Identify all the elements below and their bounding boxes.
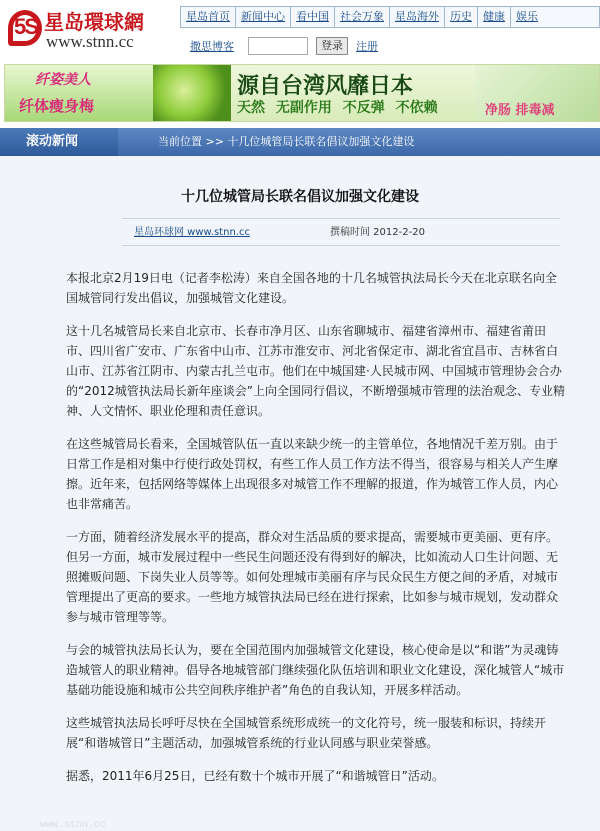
article-body	[66, 268, 566, 799]
article-paragraph: 本报北京2月19日电（记者李松涛）来自全国各地的十几名城管执法局长今天在北京联名向全国城管同行发出倡议，加强城管文化建设。	[66, 271, 557, 305]
article-time: 撰稿时间 2012-2-20	[330, 227, 425, 238]
logo-url: www.stnn.cc	[46, 32, 134, 51]
nav-item-entertainment[interactable]: 娱乐	[516, 10, 538, 23]
blog-link[interactable]: 撒思博客	[190, 40, 234, 53]
ad-slogan: 净肠 排毒减	[485, 103, 555, 118]
section-tab[interactable]: 滚动新闻	[0, 128, 118, 156]
nav-item-news[interactable]: 新闻中心	[236, 7, 291, 27]
article-paragraph: 这十几名城管局长来自北京市、长春市净月区、山东省聊城市、福建省漳州市、福建省莆田市、四川省广安市、广东省中山市、江苏市淮安市、河北省保定市、湖北省宜昌市、吉林省白山市、江苏省江阴市、内蒙古扎兰屯市。他们在中城国建·人民城市网、中国城市管理协会合办的“2012城管执法局长新年座谈会”上向全国同行倡议，不断增强城市管理的法治观念、专业精神、人文情怀、职业伦理和责任意识。	[66, 324, 565, 418]
nav-item-society[interactable]: 社会万象	[335, 7, 390, 27]
site-header	[0, 0, 600, 60]
article-paragraph: 一方面，随着经济发展水平的提高，群众对生活品质的要求提高，需要城市更美丽、更有序。但另一方面，城市发展过程中一些民生问题还没有得到好的解决，比如流动人口生计问题、无照摊贩问题、下岗失业人员等等。如何处理城市美丽有序与民众民生方便之间的矛盾，对城市管理提出了更高的要求。一些地方城管执法局已经在进行探索，比如参与城市规划，发动群众参与城市管理等等。	[66, 530, 559, 624]
article-meta	[122, 218, 560, 246]
breadcrumb: 当前位置 >> 十几位城管局长联名倡议加强文化建设	[118, 128, 600, 156]
top-navigation	[180, 6, 600, 28]
nav-item-health[interactable]: 健康	[478, 7, 511, 27]
nav-item-home[interactable]: 星岛首页	[181, 7, 236, 27]
login-button[interactable]: 登录	[316, 37, 348, 55]
article-source-link[interactable]: 星岛环球网 www.stnn.cc	[134, 227, 250, 238]
register-link[interactable]: 注册	[356, 40, 378, 53]
nav-item-history[interactable]: 历史	[445, 7, 478, 27]
article-paragraph: 据悉，2011年6月25日，已经有数十个城市开展了“和谐城管日”活动。	[66, 769, 444, 783]
article-title: 十几位城管局长联名倡议加强文化建设	[181, 189, 419, 205]
ad-brand: 纤姿美人	[35, 72, 91, 88]
nav-item-overseas[interactable]: 星岛海外	[390, 7, 445, 27]
section-bar	[0, 128, 600, 156]
ad-banner[interactable]	[4, 64, 600, 122]
article-container	[0, 156, 600, 831]
logo-text: 星岛環球網	[44, 10, 144, 34]
plum-image	[153, 65, 231, 121]
site-logo[interactable]	[6, 4, 176, 56]
login-bar	[180, 34, 600, 58]
article-paragraph: 在这些城管局长看来，全国城管队伍一直以来缺少统一的主管单位，各地情况千差万别。由于日常工作是相对集中行使行政处罚权，有些工作人员工作方法不得当，很容易与相关人产生摩擦。近年来，包括网络等媒体上出现很多对城管工作不理解的报道，作为城管工作人员，内心也非常痛苦。	[66, 437, 559, 511]
logo-mark-icon: 5S	[6, 6, 46, 50]
ad-tags: 天然 无副作用 不反弹 不依赖	[237, 100, 438, 116]
ad-headline: 源自台湾风靡日本	[237, 74, 414, 99]
article-paragraph: 与会的城管执法局长认为，要在全国范围内加强城管文化建设，核心使命是以“和谐”为灵魂铸造城管人的职业精神。倡导各地城管部门继续强化队伍培训和职业文化建设，深化城管人“城市基础功能设施和城市公共空间秩序维护者”角色的自我认知，开展多样活动。	[66, 643, 565, 697]
nav-item-china[interactable]: 看中国	[291, 7, 335, 27]
watermark: www.stnn.cc	[40, 820, 107, 831]
ad-brand-sub: 纤体瘦身梅	[19, 97, 95, 115]
article-paragraph: 这些城管执法局长呼吁尽快在全国城管系统形成统一的文化符号，统一服装和标识，持续开展“和谐城管日”主题活动，加强城管系统的行业认同感与职业荣誉感。	[66, 716, 547, 750]
login-input[interactable]	[248, 37, 308, 55]
